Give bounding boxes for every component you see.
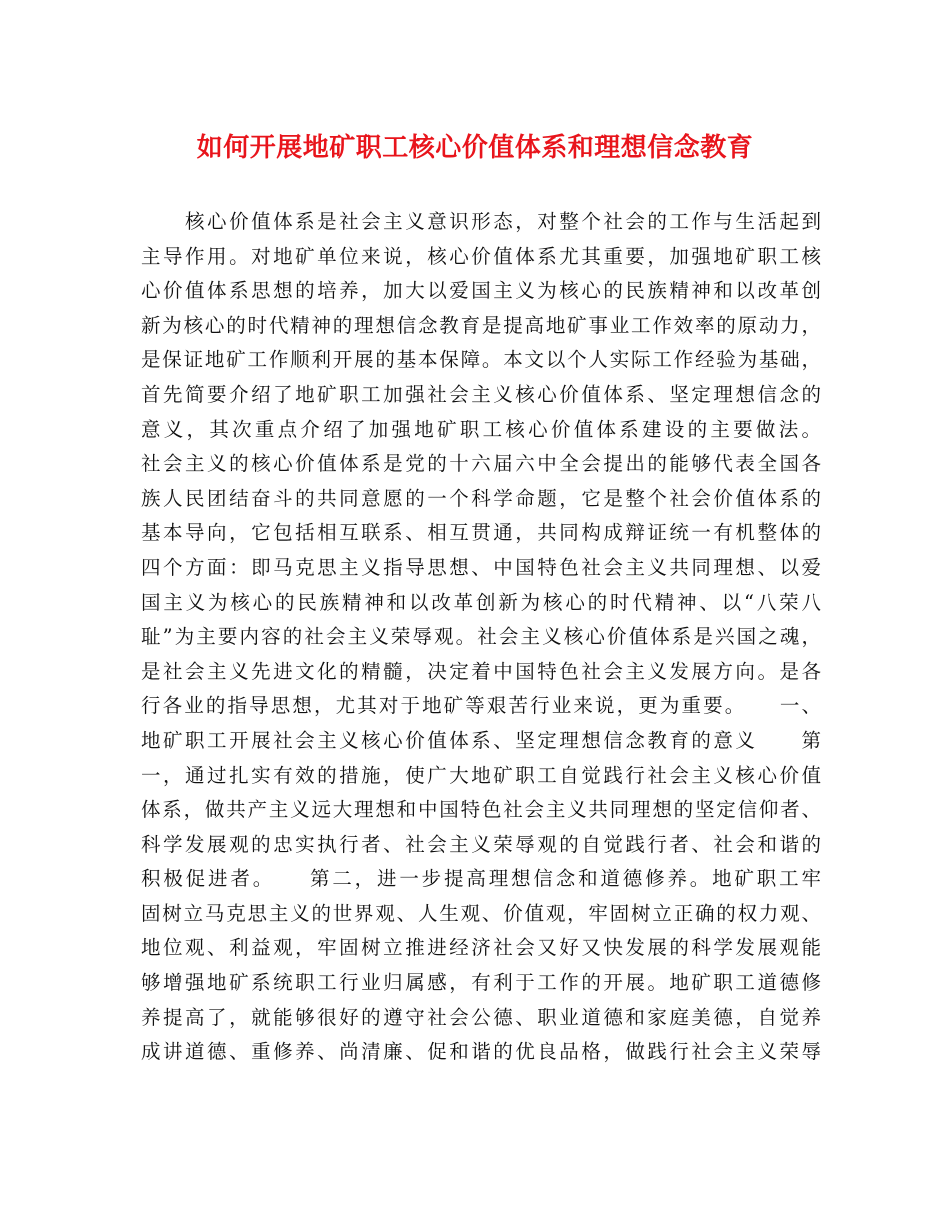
body-line: 积极促进者。 第二，进一步提高理想信念和道德修养。地矿职工牢: [141, 867, 821, 891]
body-line: 耻”为主要内容的社会主义荣辱观。社会主义核心价值体系是兴国之魂，: [141, 625, 821, 649]
body-line: 族人民团结奋斗的共同意愿的一个科学命题，它是整个社会价值体系的: [141, 486, 821, 510]
body-line: 行各业的指导思想，尤其对于地矿等艰苦行业来说，更为重要。 一、: [141, 694, 821, 718]
body-line: 主导作用。对地矿单位来说，核心价值体系尤其重要，加强地矿职工核: [141, 244, 821, 268]
body-line: 是社会主义先进文化的精髓，决定着中国特色社会主义发展方向。是各: [141, 659, 821, 683]
body-line: 是保证地矿工作顺利开展的基本保障。本文以个人实际工作经验为基础，: [141, 348, 821, 372]
body-line: 核心价值体系是社会主义意识形态，对整个社会的工作与生活起到: [141, 210, 821, 233]
body-line: 意义，其次重点介绍了加强地矿职工核心价值体系建设的主要做法。: [141, 417, 821, 441]
body-line: 固树立马克思主义的世界观、人生观、价值观，牢固树立正确的权力观、: [141, 901, 821, 925]
body-line: 养提高了，就能够很好的遵守社会公德、职业道德和家庭美德，自觉养: [141, 1005, 821, 1029]
document-body: [141, 205, 821, 1070]
body-line: 首先简要介绍了地矿职工加强社会主义核心价值体系、坚定理想信念的: [141, 382, 821, 406]
body-line: 科学发展观的忠实执行者、社会主义荣辱观的自觉践行者、社会和谐的: [141, 832, 821, 856]
body-line: 一，通过扎实有效的措施，使广大地矿职工自觉践行社会主义核心价值: [141, 763, 821, 787]
body-line: 地矿职工开展社会主义核心价值体系、坚定理想信念教育的意义 第: [141, 728, 821, 752]
body-line: 社会主义的核心价值体系是党的十六届六中全会提出的能够代表全国各: [141, 452, 821, 476]
body-line: 国主义为核心的民族精神和以改革创新为核心的时代精神、以“八荣八: [141, 590, 821, 614]
document-title: 如何开展地矿职工核心价值体系和理想信念教育: [196, 133, 754, 163]
body-line: 成讲道德、重修养、尚清廉、促和谐的优良品格，做践行社会主义荣辱: [141, 1040, 821, 1064]
body-line: 四个方面：即马克思主义指导思想、中国特色社会主义共同理想、以爱: [141, 555, 821, 579]
body-line: 够增强地矿系统职工行业归属感，有利于工作的开展。地矿职工道德修: [141, 971, 821, 995]
body-line: 基本导向，它包括相互联系、相互贯通，共同构成辩证统一有机整体的: [141, 521, 821, 545]
body-line: 体系，做共产主义远大理想和中国特色社会主义共同理想的坚定信仰者、: [141, 798, 821, 822]
body-line: 地位观、利益观，牢固树立推进经济社会又好又快发展的科学发展观能: [141, 936, 821, 960]
body-line: 新为核心的时代精神的理想信念教育是提高地矿事业工作效率的原动力，: [141, 313, 821, 337]
body-line: 心价值体系思想的培养，加大以爱国主义为核心的民族精神和以改革创: [141, 279, 821, 303]
